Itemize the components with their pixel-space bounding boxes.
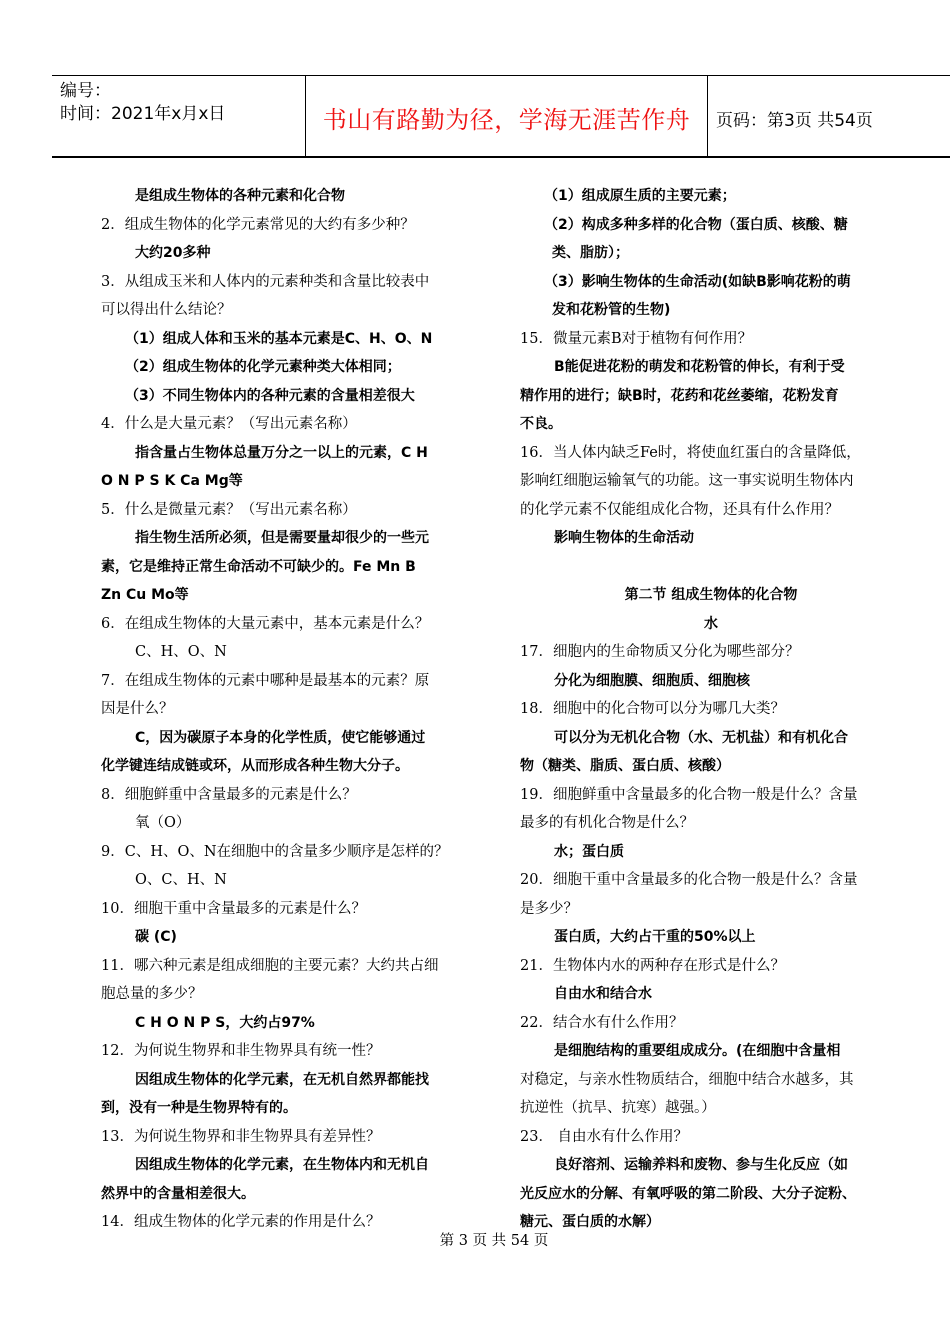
- left-column-line: 4．什么是大量元素？（写出元素名称）: [101, 416, 357, 432]
- left-column-line: 到，没有一种是生物界特有的。: [101, 1100, 297, 1116]
- right-column-line: 水；蛋白质: [554, 843, 624, 860]
- left-column-line: 11．哪六种元素是组成细胞的主要元素？大约共占细: [101, 957, 439, 974]
- left-column-line: 13．为何说生物界和非生物界具有差异性？: [101, 1128, 381, 1145]
- right-column-line: 类、脂肪）；: [552, 245, 629, 261]
- left-column-line: 3．从组成玉米和人体内的元素种类和含量比较表中: [101, 273, 430, 290]
- left-column-line: 指生物生活所必须，但是需要量却很少的一些元: [135, 530, 429, 546]
- left-column-line: Zn Cu Mo等: [101, 587, 189, 603]
- right-column-line: 分化为细胞膜、细胞质、细胞核: [554, 672, 750, 689]
- left-column-line: 14．组成生物体的化学元素的作用是什么？: [101, 1214, 381, 1230]
- left-column-line: 指含量占生物体总量万分之一以上的元素，C H: [135, 444, 428, 461]
- right-column-line: 自由水和结合水: [554, 986, 652, 1002]
- left-column-line: 5．什么是微量元素？（写出元素名称）: [101, 501, 357, 518]
- left-column-line: 8．细胞鲜重中含量最多的元素是什么？: [101, 786, 357, 803]
- right-column-line: 影响生物体的生命活动: [554, 530, 694, 546]
- header-divider: [707, 76, 708, 156]
- left-column-line: 是组成生物体的各种元素和化合物: [135, 188, 345, 204]
- left-column-line: 12．为何说生物界和非生物界具有统一性？: [101, 1043, 381, 1059]
- left-column-line: 9．C、H、O、N在细胞中的含量多少顺序是怎样的？: [101, 843, 449, 860]
- left-column-line: （2）组成生物体的化学元素种类大体相同；: [125, 359, 401, 375]
- left-column-line: 可以得出什么结论？: [101, 302, 232, 318]
- left-column-line: 因组成生物体的化学元素，在生物体内和无机自: [135, 1157, 429, 1173]
- header-page-info: 页码：第3页 共54页: [716, 111, 873, 131]
- left-column-line: 7．在组成生物体的元素中哪种是最基本的元素？原: [101, 672, 430, 689]
- right-column-line: 良好溶剂、运输养料和废物、参与生化反应（如: [554, 1157, 848, 1173]
- right-column-line: 的化学元素不仅能组成化合物，还具有什么作用？: [520, 501, 839, 518]
- right-column-line: 15．微量元素B对于植物有何作用？: [520, 330, 753, 347]
- left-column-line: C H O N P S，大约占97%: [135, 1014, 315, 1031]
- right-column-line: 最多的有机化合物是什么？: [520, 815, 694, 831]
- left-column-line: 素，它是维持正常生命活动不可缺少的。Fe Mn B: [101, 558, 416, 575]
- left-column-line: 胞总量的多少？: [101, 986, 203, 1002]
- right-column-line: [520, 553, 902, 582]
- left-column-line: （1）组成人体和玉米的基本元素是C、H、O、N: [125, 330, 433, 347]
- left-column-line: O N P S K Ca Mg等: [101, 473, 243, 489]
- left-column-line: 然界中的含量相差很大。: [101, 1185, 255, 1202]
- right-column-line: 第二节 组成生物体的化合物: [624, 587, 798, 603]
- right-column-line: 抗逆性（抗旱、抗寒）越强。）: [520, 1100, 716, 1116]
- left-column-line: 6．在组成生物体的大量元素中，基本元素是什么？: [101, 615, 430, 632]
- right-column-line: 糖元、蛋白质的水解）: [520, 1214, 660, 1230]
- right-column-line: 22．结合水有什么作用？: [520, 1014, 684, 1031]
- right-column-line: 可以分为无机化合物（水、无机盐）和有机化合: [554, 729, 848, 746]
- left-column-line: C，因为碳原子本身的化学性质，使它能够通过: [135, 729, 426, 746]
- time-label: 时间：2021年x月x日: [60, 104, 226, 124]
- right-column-line: 精作用的进行；缺B时，花药和花丝萎缩，花粉发育: [520, 387, 839, 404]
- page-header: [52, 75, 950, 158]
- right-column-line: 水: [704, 615, 718, 632]
- left-column-line: 化学键连结成链或环，从而形成各种生物大分子。: [101, 758, 409, 774]
- left-column-line: 因是什么？: [101, 701, 174, 717]
- right-column-line: 16．当人体内缺乏Fe时，将使血红蛋白的含量降低，: [520, 444, 861, 461]
- number-label: 编号：: [60, 81, 111, 101]
- right-column-line: 蛋白质，大约占干重的50%以上: [554, 929, 756, 945]
- left-column-line: （3）不同生物体内的各种元素的含量相差很大: [125, 387, 415, 404]
- left-column: [101, 182, 483, 1237]
- footer-page-number: 第 3 页 共 54 页: [439, 1233, 549, 1249]
- left-column-line: 氧（O）: [135, 815, 191, 831]
- right-column-line: 影响红细胞运输氧气的功能。这一事实说明生物体内: [520, 473, 854, 489]
- header-motto: 书山有路勤为径，学海无涯苦作舟: [322, 106, 691, 134]
- right-column-line: 19．细胞鲜重中含量最多的化合物一般是什么？含量: [520, 786, 858, 803]
- right-column-line: 23． 自由水有什么作用？: [520, 1128, 689, 1145]
- left-column-line: C、H、O、N: [135, 644, 227, 660]
- right-column-line: 物（糖类、脂质、蛋白质、核酸）: [520, 758, 730, 774]
- right-column-line: （2）构成多种多样的化合物（蛋白质、核酸、糖: [544, 216, 848, 233]
- right-column-line: 不良。: [520, 416, 562, 432]
- right-column-line: 20．细胞干重中含量最多的化合物一般是什么？含量: [520, 872, 858, 888]
- left-column-line: 大约20多种: [135, 245, 211, 261]
- right-column-line: 对稳定，与亲水性物质结合，细胞中结合水越多，其: [520, 1071, 854, 1088]
- left-column-line: O、C、H、N: [135, 872, 227, 888]
- right-column-line: 是多少？: [520, 900, 578, 917]
- header-meta: [60, 80, 295, 126]
- left-column-line: 2．组成生物体的化学元素常见的大约有多少种？: [101, 216, 415, 233]
- right-column-line: 18．细胞中的化合物可以分为哪几大类？: [520, 701, 785, 717]
- left-column-line: 10．细胞干重中含量最多的元素是什么？: [101, 900, 366, 917]
- right-column-line: （3）影响生物体的生命活动(如缺B影响花粉的萌: [544, 273, 851, 290]
- right-column-line: 光反应水的分解、有氧呼吸的第二阶段、大分子淀粉、: [520, 1185, 856, 1202]
- left-column-line: 碳 (C): [135, 929, 177, 945]
- left-column-line: 因组成生物体的化学元素，在无机自然界都能找: [135, 1071, 429, 1088]
- right-column-line: 发和花粉管的生物): [552, 302, 671, 318]
- right-column-line: （1）组成原生质的主要元素；: [544, 188, 736, 204]
- right-column-line: 是细胞结构的重要组成成分。(在细胞中含量相: [554, 1043, 841, 1059]
- right-column: [520, 182, 902, 1237]
- right-column-line: 21．生物体内水的两种存在形式是什么？: [520, 957, 785, 974]
- right-column-line: 17．细胞内的生命物质又分化为哪些部分？: [520, 644, 800, 660]
- page-footer: [0, 1229, 950, 1250]
- right-column-line: B能促进花粉的萌发和花粉管的伸长，有利于受: [554, 359, 845, 375]
